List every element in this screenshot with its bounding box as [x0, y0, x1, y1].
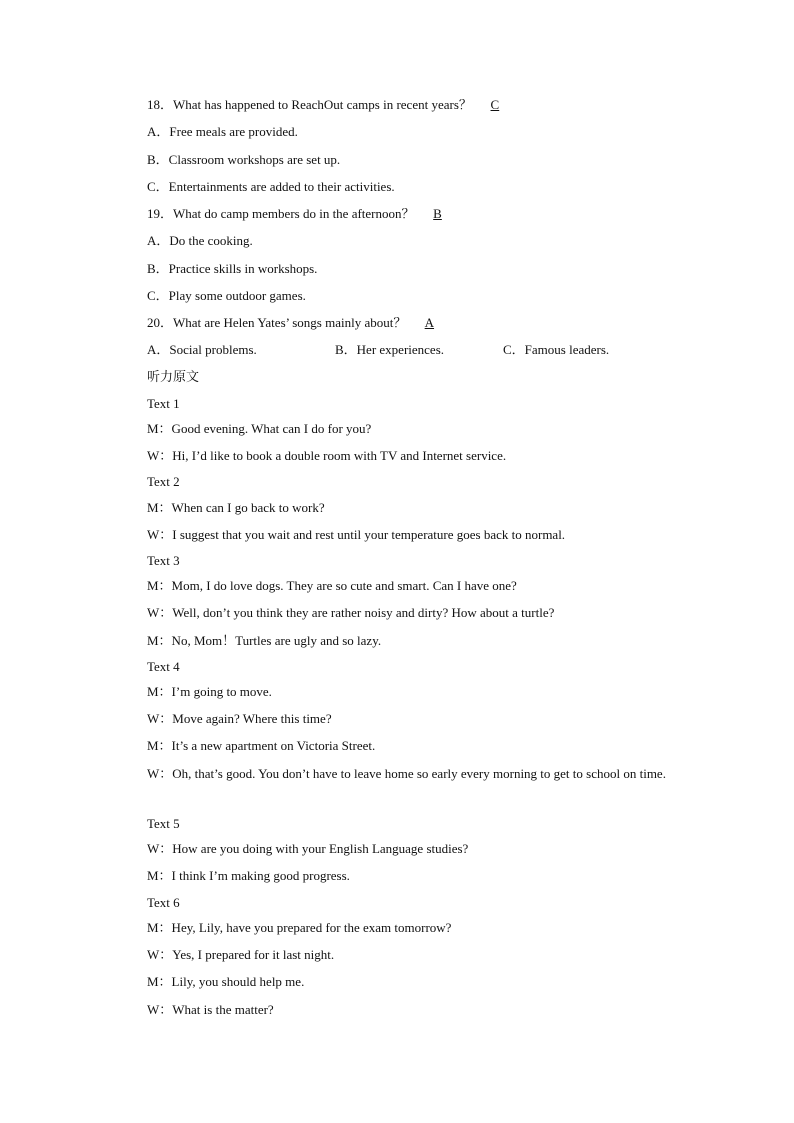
answer-blank: A	[424, 315, 435, 330]
question-stem: 19．What do camp members do in the afternoon？	[147, 206, 415, 221]
text-title: Text 2	[147, 474, 180, 489]
dialogue-line: M：When can I go back to work?	[147, 500, 325, 515]
dialogue-line: M：Lily, you should help me.	[147, 974, 305, 989]
question-19	[147, 206, 455, 222]
dialogue-line: M：I’m going to move.	[147, 684, 272, 699]
dialogue-line: W：I suggest that you wait and rest until your temperature goes back to normal.	[147, 527, 566, 542]
options-row	[147, 342, 609, 358]
text-title: Text 6	[147, 895, 180, 910]
question-stem: 20．What are Helen Yates’ songs mainly about？	[147, 315, 407, 330]
text-title: Text 3	[147, 553, 180, 568]
option-a: A．Free meals are provided.	[147, 124, 298, 139]
dialogue-line: M：No, Mom！Turtles are ugly and so lazy.	[147, 633, 382, 648]
option-a: A．Do the cooking.	[147, 233, 253, 248]
dialogue-line: M：I think I’m making good progress.	[147, 868, 350, 883]
dialogue-line: W：How are you doing with your English Language studies?	[147, 841, 469, 856]
answer-blank: C	[490, 97, 500, 112]
option-c: C．Entertainments are added to their activities.	[147, 179, 395, 194]
dialogue-line: W：Hi, I’d like to book a double room with TV and Internet service.	[147, 448, 507, 463]
option-c: C．Play some outdoor games.	[147, 288, 306, 303]
option-b: B．Classroom workshops are set up.	[147, 152, 341, 167]
dialogue-line: W：Well, don’t you think they are rather noisy and dirty? How about a turtle?	[147, 605, 555, 620]
option-a: A．Social problems.	[147, 342, 257, 357]
option-b: B．Her experiences.	[335, 342, 445, 357]
option-b: B．Practice skills in workshops.	[147, 261, 318, 276]
text-title: Text 1	[147, 396, 180, 411]
dialogue-line: W：Yes, I prepared for it last night.	[147, 947, 335, 962]
option-c: C．Famous leaders.	[503, 342, 610, 357]
dialogue-line: M：Mom, I do love dogs. They are so cute and smart. Can I have one?	[147, 578, 517, 593]
dialogue-line: M：It’s a new apartment on Victoria Street.	[147, 738, 376, 753]
dialogue-line: M：Good evening. What can I do for you?	[147, 421, 372, 436]
dialogue-line: W：Move again? Where this time?	[147, 711, 332, 726]
question-20	[147, 315, 446, 331]
transcript-heading: 听力原文	[147, 370, 200, 385]
text-title: Text 4	[147, 659, 180, 674]
dialogue-line: W：What is the matter?	[147, 1002, 274, 1017]
dialogue-paragraph: W：Oh, that’s good. You don’t have to leave home so early every morning to get to school on time.	[147, 766, 666, 781]
text-title: Text 5	[147, 816, 180, 831]
question-stem: 18．What has happened to ReachOut camps in recent years？	[147, 97, 472, 112]
question-18	[147, 97, 512, 113]
answer-blank: B	[433, 206, 442, 221]
dialogue-line: M：Hey, Lily, have you prepared for the exam tomorrow?	[147, 920, 452, 935]
